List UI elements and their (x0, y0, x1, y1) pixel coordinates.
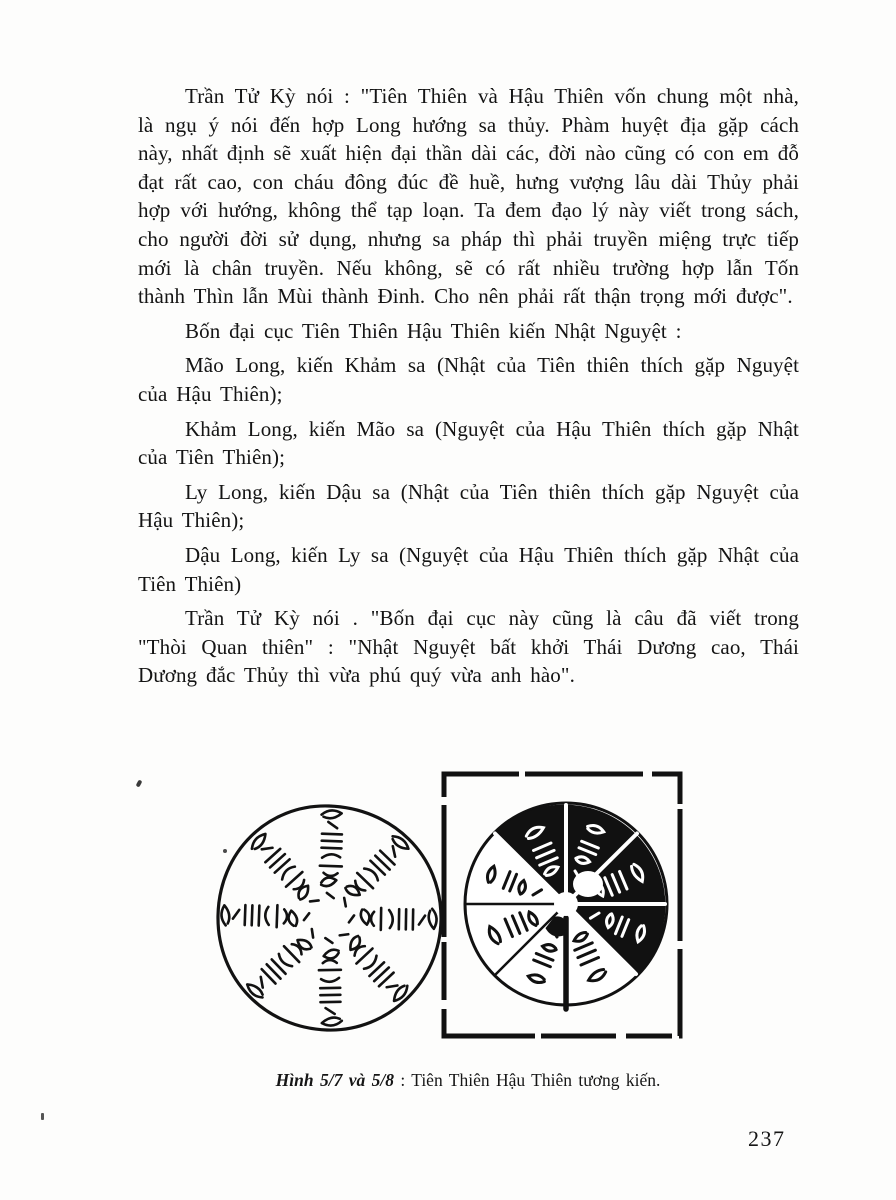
paragraph-mao-long: Mão Long, kiến Khảm sa (Nhật của Tiên thiên thích gặp Nguyệt của Hậu Thiên); (138, 353, 799, 406)
paragraph-bon-dai-cuc-heading: Bốn đại cục Tiên Thiên Hậu Thiên kiến Nhật Nguyệt : (185, 318, 682, 343)
page-number: 237 (748, 1126, 786, 1151)
text-block (138, 82, 799, 690)
white-patch (573, 871, 603, 897)
figure-caption-separator: : (393, 1070, 412, 1090)
paragraph-tran-tu-ky-quote: Trần Tử Kỳ nói : "Tiên Thiên và Hậu Thiên vốn chung một nhà, là ngụ ý nói đến hợp Long hướng sa thủy. Phàm huyệt địa gặp cách này, nhất định sẽ xuất hiện đại thần dài các, đời nào cũng có con em đỗ đạt rất cao, con cháu đông đúc đề huề, hưng vượng lâu dài Thủy phải hợp với hướng, không thể tạp loạn. Ta đem đạo lý này viết trong sách, cho người đời sử dụng, nhưng sa pháp thì phải truyền miệng trực tiếp mới là chân truyền. Nếu không, sẽ có rất nhiều trường hợp lẫn Tốn thành Thìn lẫn Mùi thành Đinh. Cho nên phải rất thận trọng mới được". (138, 84, 799, 309)
starburst-hub (554, 892, 578, 916)
paragraph-kham-long: Khảm Long, kiến Mão sa (Nguyệt của Hậu Thiên thích gặp Nhật của Tiên Thiên); (138, 416, 799, 470)
scan-speck (136, 779, 143, 787)
white-sector-dividers (495, 805, 665, 974)
paragraph-ly-long: Ly Long, kiến Dậu sa (Nhật của Tiên thiên thích gặp Nguyệt của Hậu Thiên); (138, 479, 799, 533)
black-glyphs (485, 864, 607, 985)
black-half-sectors (495, 805, 666, 976)
hau-thien-wheel-figure (436, 766, 688, 1044)
paragraph-thoi-quan-thien-quote: Trần Tử Kỳ nói . "Bốn đại cục này cũng là câu đã viết trong "Thòi Quan thiên" : "Nhật Nguyệt bất khởi Thái Dương cao, Thái Dương đắc Thủy thì vừa phú quý vừa anh hào". (138, 606, 799, 688)
calligraphy-spokes (221, 810, 437, 1026)
figure-caption-text: Tiên Thiên Hậu Thiên tương kiến. (411, 1070, 661, 1090)
paragraph-dau-long: Dậu Long, kiến Ly sa (Nguyệt của Hậu Thiên thích gặp Nhật của Tiên Thiên) (138, 542, 799, 596)
ink-blob (544, 913, 570, 939)
hand-drawn-circle-outline (218, 806, 441, 1030)
black-sector-dividers (466, 904, 566, 1009)
scan-speck (41, 1113, 44, 1120)
scan-speck (223, 849, 227, 853)
white-glyphs (525, 823, 647, 944)
tien-thien-wheel-figure (206, 788, 446, 1038)
woodblock-square-frame (444, 774, 680, 1036)
figure-caption-label: Hình 5/7 và 5/8 (275, 1070, 394, 1090)
figure-caption (138, 1070, 798, 1091)
wheel-outline (465, 803, 667, 1005)
